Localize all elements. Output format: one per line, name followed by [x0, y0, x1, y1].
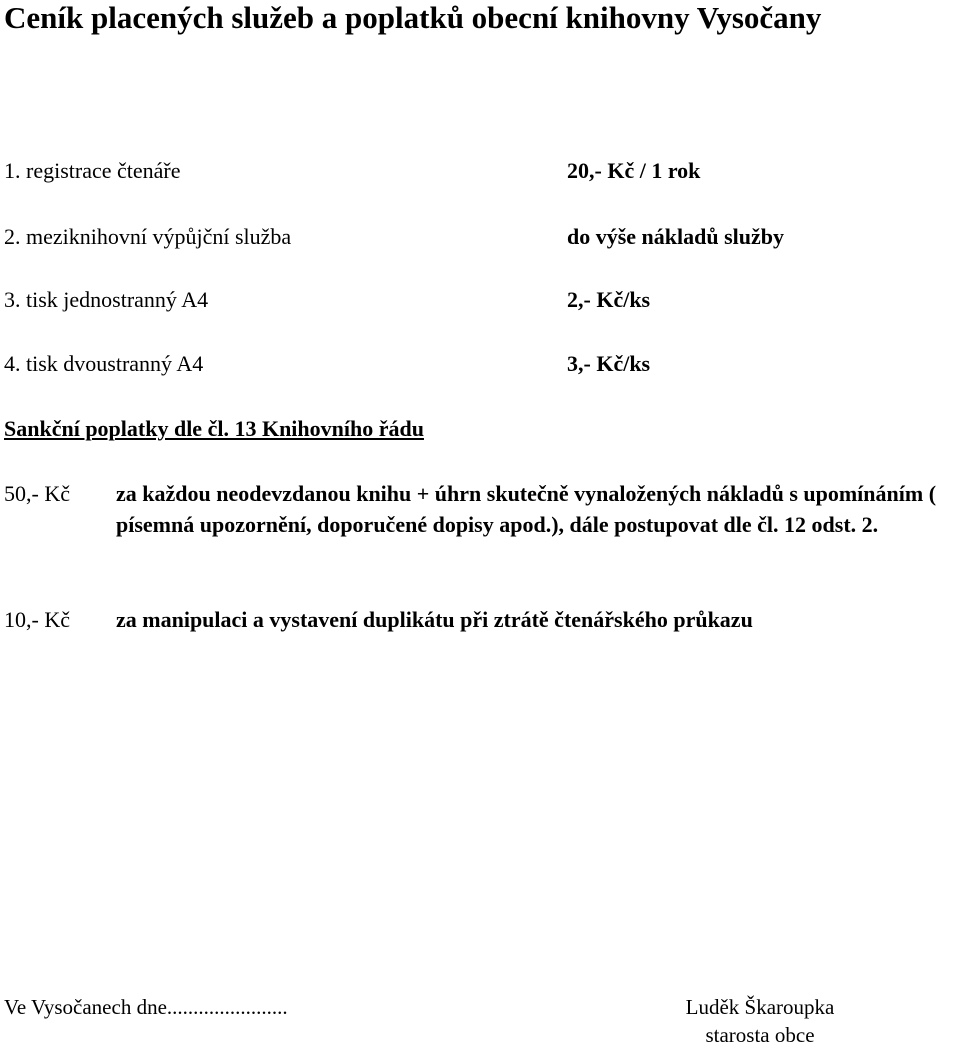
- fee-price: do výše nákladů služby: [567, 224, 785, 249]
- penalty-amount: 50,- Kč: [4, 481, 70, 506]
- fee-label: 4. tisk dvoustranný A4: [4, 351, 204, 376]
- fee-label: 2. meziknihovní výpůjční služba: [4, 224, 292, 249]
- penalty-amount: 10,- Kč: [4, 607, 70, 632]
- signature-block: [640, 993, 880, 1049]
- signatory-name: Luděk Škaroupka: [685, 995, 835, 1019]
- fee-row: [0, 221, 960, 253]
- fee-label: 3. tisk jednostranný A4: [4, 287, 209, 312]
- penalties-heading: Sankční poplatky dle čl. 13 Knihovního řádu: [4, 416, 424, 441]
- penalty-description: za manipulaci a vystavení duplikátu při ztrátě čtenářského průkazu: [116, 607, 753, 632]
- penalty-description: za každou neodevzdanou knihu + úhrn skutečně vynaložených nákladů s upomínáním ( písemná upozornění, doporučené dopisy apod.), dále postupovat dle čl. 12 odst. 2.: [116, 481, 937, 537]
- penalty-item: [0, 478, 960, 574]
- penalty-item: [0, 604, 960, 636]
- fee-row: [0, 155, 960, 187]
- fee-price: 2,- Kč/ks: [567, 287, 651, 312]
- fee-row: [0, 284, 960, 316]
- fee-price: 3,- Kč/ks: [567, 351, 651, 376]
- fee-row: [0, 348, 960, 380]
- signatory-role: starosta obce: [705, 1023, 815, 1047]
- document-title: Ceník placených služeb a poplatků obecní knihovny Vysočany: [4, 0, 822, 35]
- place-date-line: Ve Vysočanech dne.......................: [4, 995, 288, 1019]
- fee-label: 1. registrace čtenáře: [4, 158, 181, 183]
- fee-price: 20,- Kč / 1 rok: [567, 158, 701, 183]
